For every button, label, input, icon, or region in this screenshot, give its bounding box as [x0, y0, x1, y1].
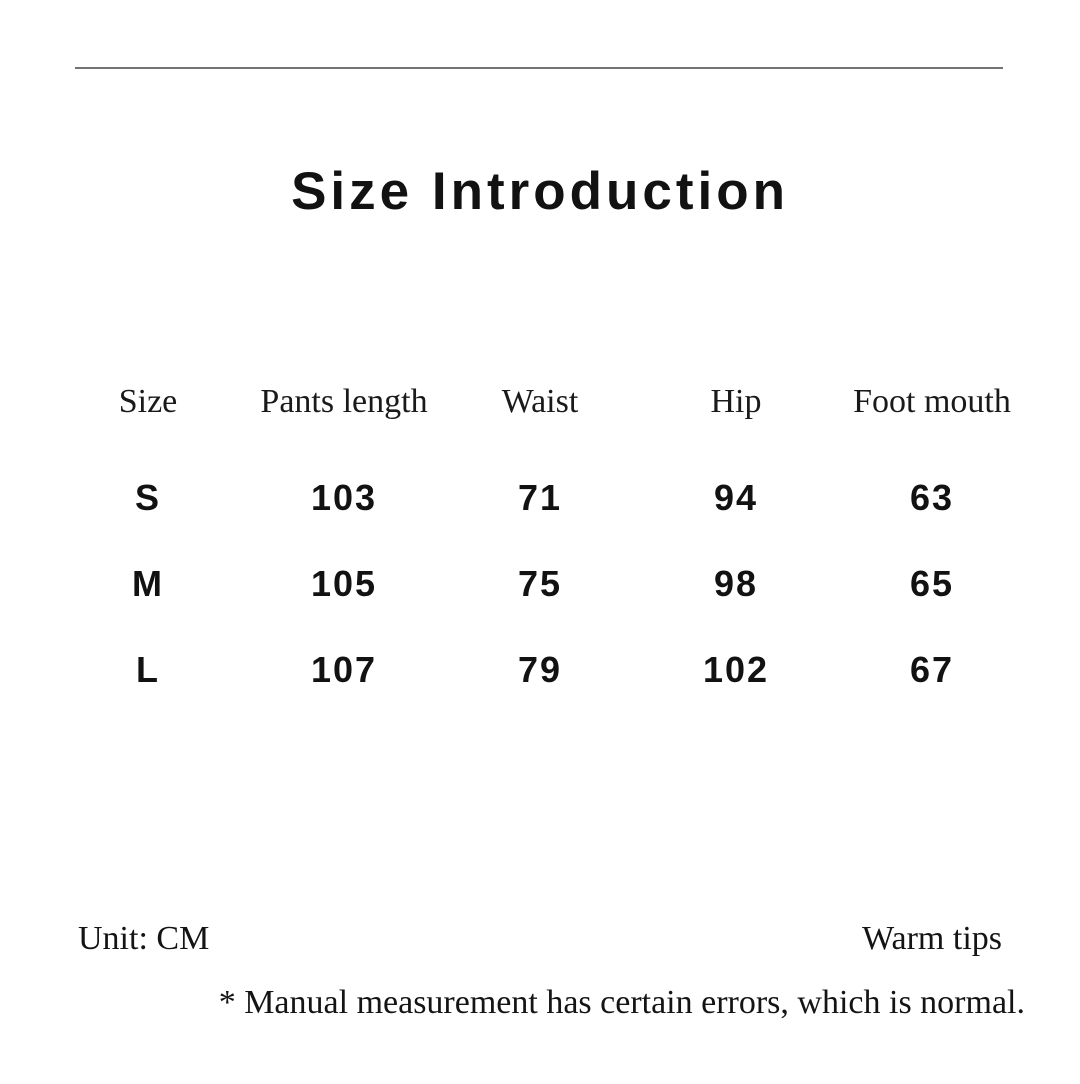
size-cell: L [136, 649, 160, 690]
hip-cell: 94 [713, 477, 759, 518]
table-row-m [50, 564, 1030, 604]
page-title: Size Introduction [291, 162, 789, 221]
column-header-hip: Hip [710, 383, 762, 420]
pants-length-cell: 103 [310, 477, 378, 518]
waist-cell: 75 [517, 563, 563, 604]
foot-mouth-cell: 65 [909, 563, 955, 604]
waist-cell: 79 [517, 649, 563, 690]
pants-length-cell: 107 [310, 649, 378, 690]
column-header-size: Size [118, 383, 178, 420]
foot-mouth-cell: 67 [909, 649, 955, 690]
top-divider-line [75, 67, 1003, 69]
table-row-l [50, 650, 1030, 690]
column-header-foot-mouth: Foot mouth [853, 383, 1011, 420]
foot-mouth-cell: 63 [909, 477, 955, 518]
size-cell: S [134, 477, 161, 518]
unit-label: Unit: CM [78, 920, 210, 957]
pants-length-cell: 105 [310, 563, 378, 604]
table-header-row [50, 382, 1030, 422]
column-header-pants-length: Pants length [260, 383, 428, 420]
waist-cell: 71 [517, 477, 563, 518]
hip-cell: 102 [702, 649, 770, 690]
hip-cell: 98 [713, 563, 759, 604]
measurement-note: * Manual measurement has certain errors, which is normal. [218, 984, 1025, 1021]
size-cell: M [132, 563, 164, 604]
warm-tips-label: Warm tips [862, 920, 1002, 957]
column-header-waist: Waist [501, 383, 579, 420]
table-row-s [50, 478, 1030, 518]
